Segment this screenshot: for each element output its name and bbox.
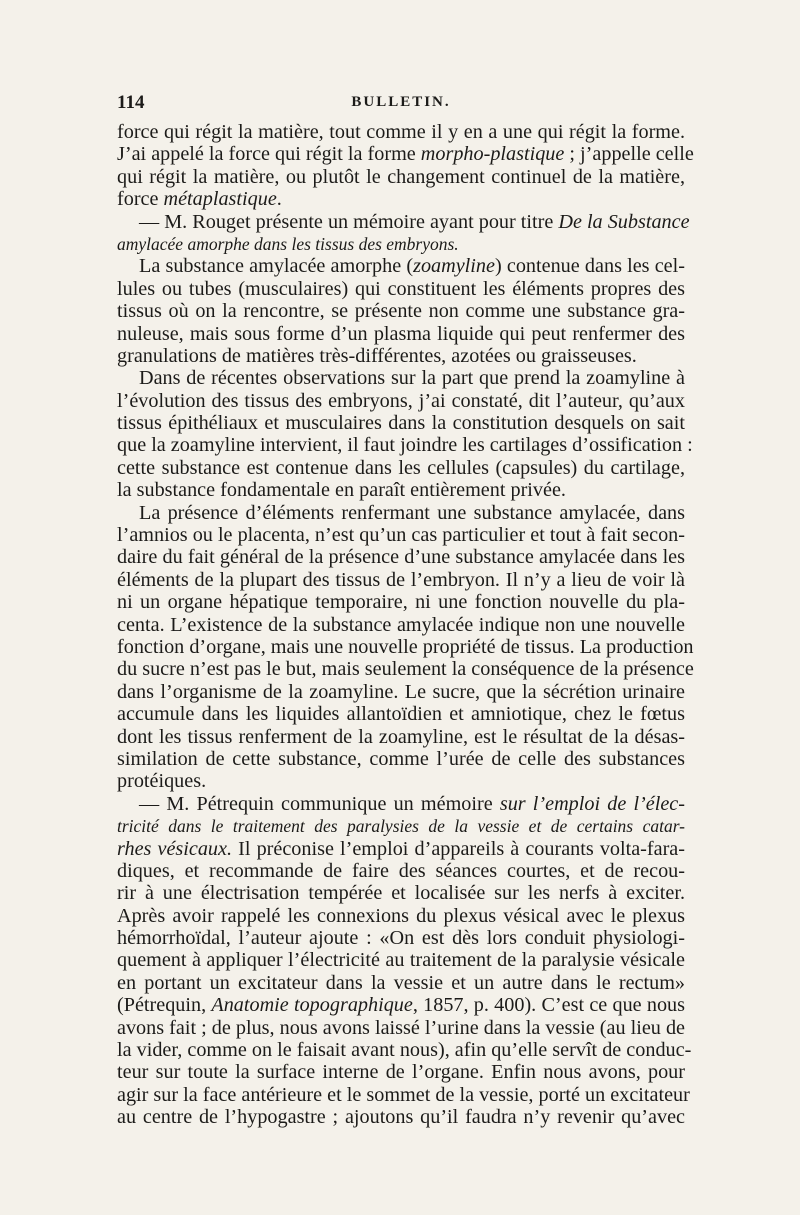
text-line: la substance fondamentale en paraît entièrement privée.	[117, 479, 566, 502]
text-line: J’ai appelé la force qui régit la forme morpho-plastique ; j’appelle celle	[117, 143, 694, 166]
running-head: BULLETIN.	[351, 94, 451, 110]
text-line: agir sur la face antérieure et le sommet de la vessie, porté un excitateur	[117, 1083, 690, 1106]
page-number: 114	[117, 92, 145, 113]
page-header	[117, 92, 685, 116]
text-line: — M. Rouget présente un mémoire ayant pour titre De la Substance	[139, 210, 690, 233]
text-line: amylacée amorphe dans les tissus des embryons.	[117, 233, 459, 254]
text-line: avons fait ; de plus, nous avons laissé l’urine dans la vessie (au lieu de	[117, 1016, 685, 1039]
text-line: (Pétrequin, Anatomie topographique, 1857, p. 400). C’est ce que nous	[117, 994, 685, 1017]
text-line: centa. L’existence de la substance amylacée indique non une nouvelle	[117, 613, 685, 636]
text-line: tricité dans le traitement des paralysies de la vessie et de certains catar-	[117, 816, 685, 837]
text-line: tissus épithéliaux et musculaires dans la constitution desquels on sait	[117, 412, 685, 435]
text-line: en portant un excitateur dans la vessie et un autre dans le rectum»	[117, 971, 685, 994]
body-text	[117, 121, 694, 1129]
text-line: dont les tissus renferment de la zoamyline, est le résultat de la désas-	[117, 725, 685, 748]
text-line: granulations de matières très-différentes, azotées ou graisseuses.	[117, 344, 637, 367]
text-line: au centre de l’hypogastre ; ajoutons qu’il faudra n’y revenir qu’avec	[117, 1106, 685, 1129]
text-line: protéiques.	[117, 770, 207, 793]
text-line: quement à appliquer l’électricité au traitement de la paralysie vésicale	[117, 949, 685, 972]
text-line: l’amnios ou le placenta, n’est qu’un cas particulier et tout à fait secon-	[117, 524, 685, 547]
text-line: l’évolution des tissus des embryons, j’ai constaté, dit l’auteur, qu’aux	[117, 389, 685, 412]
text-line: Après avoir rappelé les connexions du plexus vésical avec le plexus	[117, 904, 685, 927]
text-line: rhes vésicaux. Il préconise l’emploi d’appareils à courants volta-fara-	[117, 837, 685, 860]
text-line: cette substance est contenue dans les cellules (capsules) du cartilage,	[117, 456, 685, 479]
text-line: similation de cette substance, comme l’urée de celle des substances	[117, 747, 685, 770]
text-line: du sucre n’est pas le but, mais seulement la conséquence de la présence	[117, 658, 694, 681]
text-line: dans l’organisme de la zoamyline. Le sucre, que la sécrétion urinaire	[117, 680, 685, 703]
text-line: tissus où on la rencontre, se présente non comme une substance gra-	[117, 300, 685, 323]
text-line: Dans de récentes observations sur la part que prend la zoamyline à	[139, 367, 685, 390]
text-line: daire du fait général de la présence d’une substance amylacée dans les	[117, 546, 685, 569]
text-line: ni un organe hépatique temporaire, ni une fonction nouvelle du pla-	[117, 591, 685, 614]
text-line: — M. Pétrequin communique un mémoire sur l’emploi de l’élec-	[139, 792, 685, 815]
text-line: teur sur toute la surface interne de l’organe. Enfin nous avons, pour	[117, 1061, 685, 1084]
text-line: rir à une électrisation tempérée et localisée sur les nerfs à exciter.	[117, 882, 685, 905]
text-line: hémorrhoïdal, l’auteur ajoute : «On est dès lors conduit physiologi-	[117, 927, 685, 950]
text-line: lules ou tubes (musculaires) qui constituent les éléments propres des	[117, 277, 685, 300]
text-line: La substance amylacée amorphe (zoamyline) contenue dans les cel-	[139, 255, 685, 278]
text-line: la vider, comme on le faisait avant nous), afin qu’elle servît de conduc-	[117, 1039, 692, 1062]
text-line: que la zoamyline intervient, il faut joindre les cartilages d’ossification :	[117, 434, 693, 457]
text-line: qui régit la matière, ou plutôt le changement continuel de la matière,	[117, 165, 685, 188]
text-line: nuleuse, mais sous forme d’un plasma liquide qui peut renfermer des	[117, 322, 685, 345]
text-line: accumule dans les liquides allantoïdien et amniotique, chez le fœtus	[117, 703, 685, 726]
text-line: éléments de la plupart des tissus de l’embryon. Il n’y a lieu de voir là	[117, 568, 685, 591]
text-line: fonction d’organe, mais une nouvelle propriété de tissus. La production	[117, 635, 694, 658]
text-line: La présence d’éléments renfermant une substance amylacée, dans	[139, 501, 685, 524]
text-line: force métaplastique.	[117, 188, 282, 211]
text-line: diques, et recommande de faire des séances courtes, et de recou-	[117, 859, 685, 882]
text-line: force qui régit la matière, tout comme il y en a une qui régit la forme.	[117, 121, 685, 143]
